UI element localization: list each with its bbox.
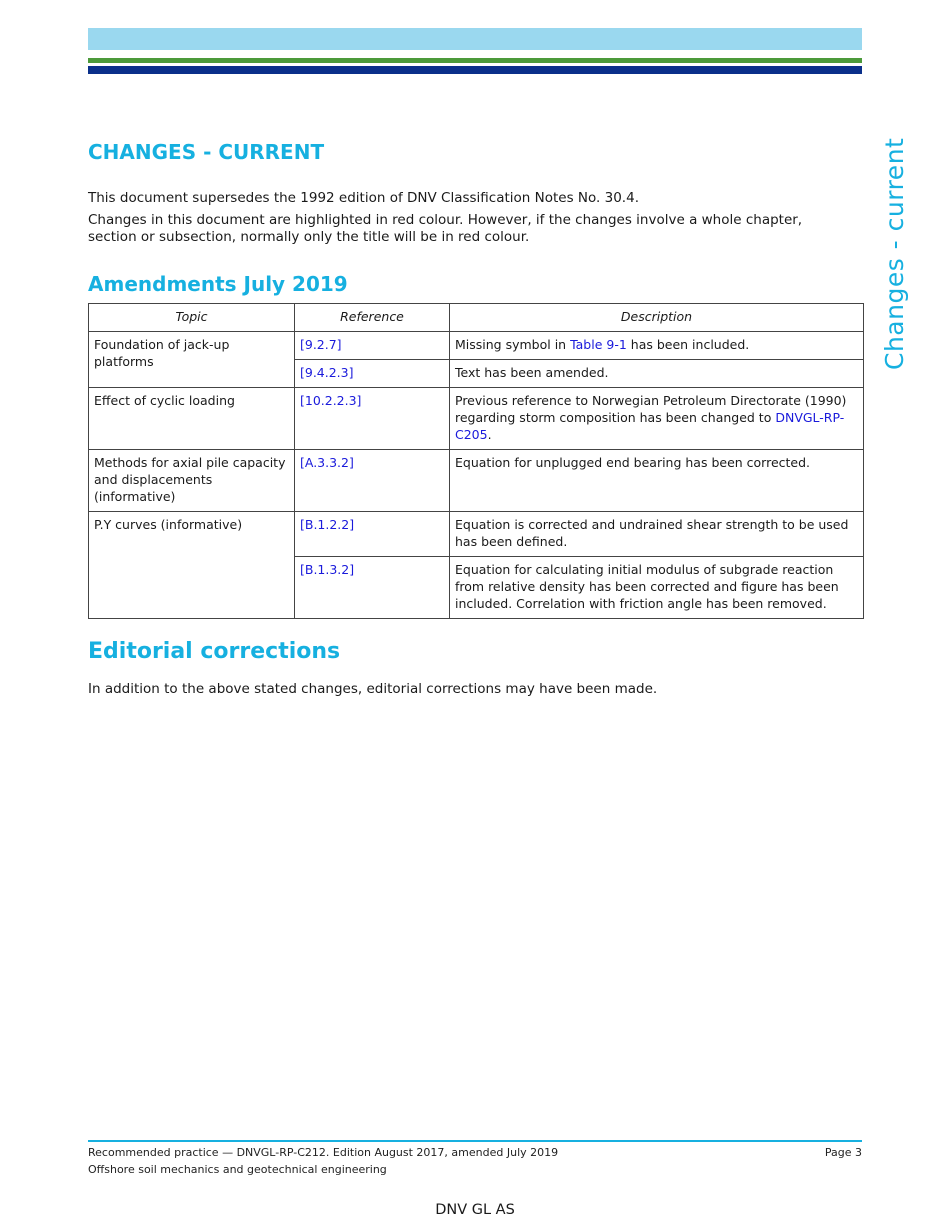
description-text: Missing symbol in bbox=[455, 337, 571, 352]
column-header-topic: Topic bbox=[89, 304, 295, 332]
editorial-paragraph: In addition to the above stated changes, editorial corrections may have been made. bbox=[88, 681, 658, 697]
table-row bbox=[89, 450, 864, 512]
description-text: Previous reference to Norwegian Petroleum Directorate (1990) regarding storm composition has been changed to bbox=[455, 393, 847, 425]
reference-link[interactable]: [9.2.7] bbox=[295, 332, 450, 360]
intro-paragraph-2: Changes in this document are highlighted in red colour. However, if the changes involve a whole chapter, section or subsection, normally only the title will be in red colour. bbox=[88, 212, 803, 245]
description-cell: Equation for unplugged end bearing has been corrected. bbox=[450, 450, 864, 512]
reference-link[interactable]: [B.1.2.2] bbox=[295, 512, 450, 557]
amendments-heading: Amendments July 2019 bbox=[88, 272, 348, 296]
description-cell: Text has been amended. bbox=[450, 360, 864, 388]
side-section-title: Changes - current bbox=[880, 137, 909, 370]
topic-cell: P.Y curves (informative) bbox=[89, 512, 295, 619]
column-header-reference: Reference bbox=[295, 304, 450, 332]
table-row bbox=[89, 388, 864, 450]
header-band-green bbox=[88, 58, 862, 63]
header-band-light bbox=[88, 28, 862, 50]
topic-cell: Methods for axial pile capacity and displacements (informative) bbox=[89, 450, 295, 512]
reference-link[interactable]: [B.1.3.2] bbox=[295, 557, 450, 619]
reference-link[interactable]: [9.4.2.3] bbox=[295, 360, 450, 388]
table-row bbox=[89, 512, 864, 557]
column-header-description: Description bbox=[450, 304, 864, 332]
description-cell bbox=[450, 332, 864, 360]
table-header-row bbox=[89, 304, 864, 332]
table-row bbox=[89, 332, 864, 360]
footer-document-line: Recommended practice — DNVGL-RP-C212. Edition August 2017, amended July 2019 bbox=[88, 1146, 559, 1159]
reference-link[interactable]: [A.3.3.2] bbox=[295, 450, 450, 512]
footer-divider bbox=[88, 1140, 862, 1142]
company-name: DNV GL AS bbox=[435, 1202, 515, 1218]
reference-link[interactable]: [10.2.2.3] bbox=[295, 388, 450, 450]
description-cell bbox=[450, 388, 864, 450]
description-text: . bbox=[487, 427, 492, 442]
footer-subtitle: Offshore soil mechanics and geotechnical engineering bbox=[88, 1163, 387, 1176]
page-number: Page 3 bbox=[824, 1146, 862, 1159]
description-cell: Equation for calculating initial modulus of subgrade reaction from relative density has been corrected and figure has been included. Correlation with friction angle has been removed. bbox=[450, 557, 864, 619]
header-band-navy bbox=[88, 66, 862, 74]
dnvgl-rp-c205-link[interactable]: DNVGL-RP-C205 bbox=[455, 410, 845, 442]
amendments-table bbox=[88, 303, 864, 619]
intro-paragraph-1: This document supersedes the 1992 edition of DNV Classification Notes No. 30.4. bbox=[88, 190, 639, 206]
description-text: has been included. bbox=[626, 337, 750, 352]
description-cell: Equation is corrected and undrained shear strength to be used has been defined. bbox=[450, 512, 864, 557]
topic-cell: Effect of cyclic loading bbox=[89, 388, 295, 450]
topic-cell: Foundation of jack-up platforms bbox=[89, 332, 295, 388]
editorial-heading: Editorial corrections bbox=[88, 639, 341, 664]
page-title: CHANGES - CURRENT bbox=[88, 140, 325, 164]
table-9-1-link[interactable]: Table 9-1 bbox=[570, 337, 627, 352]
